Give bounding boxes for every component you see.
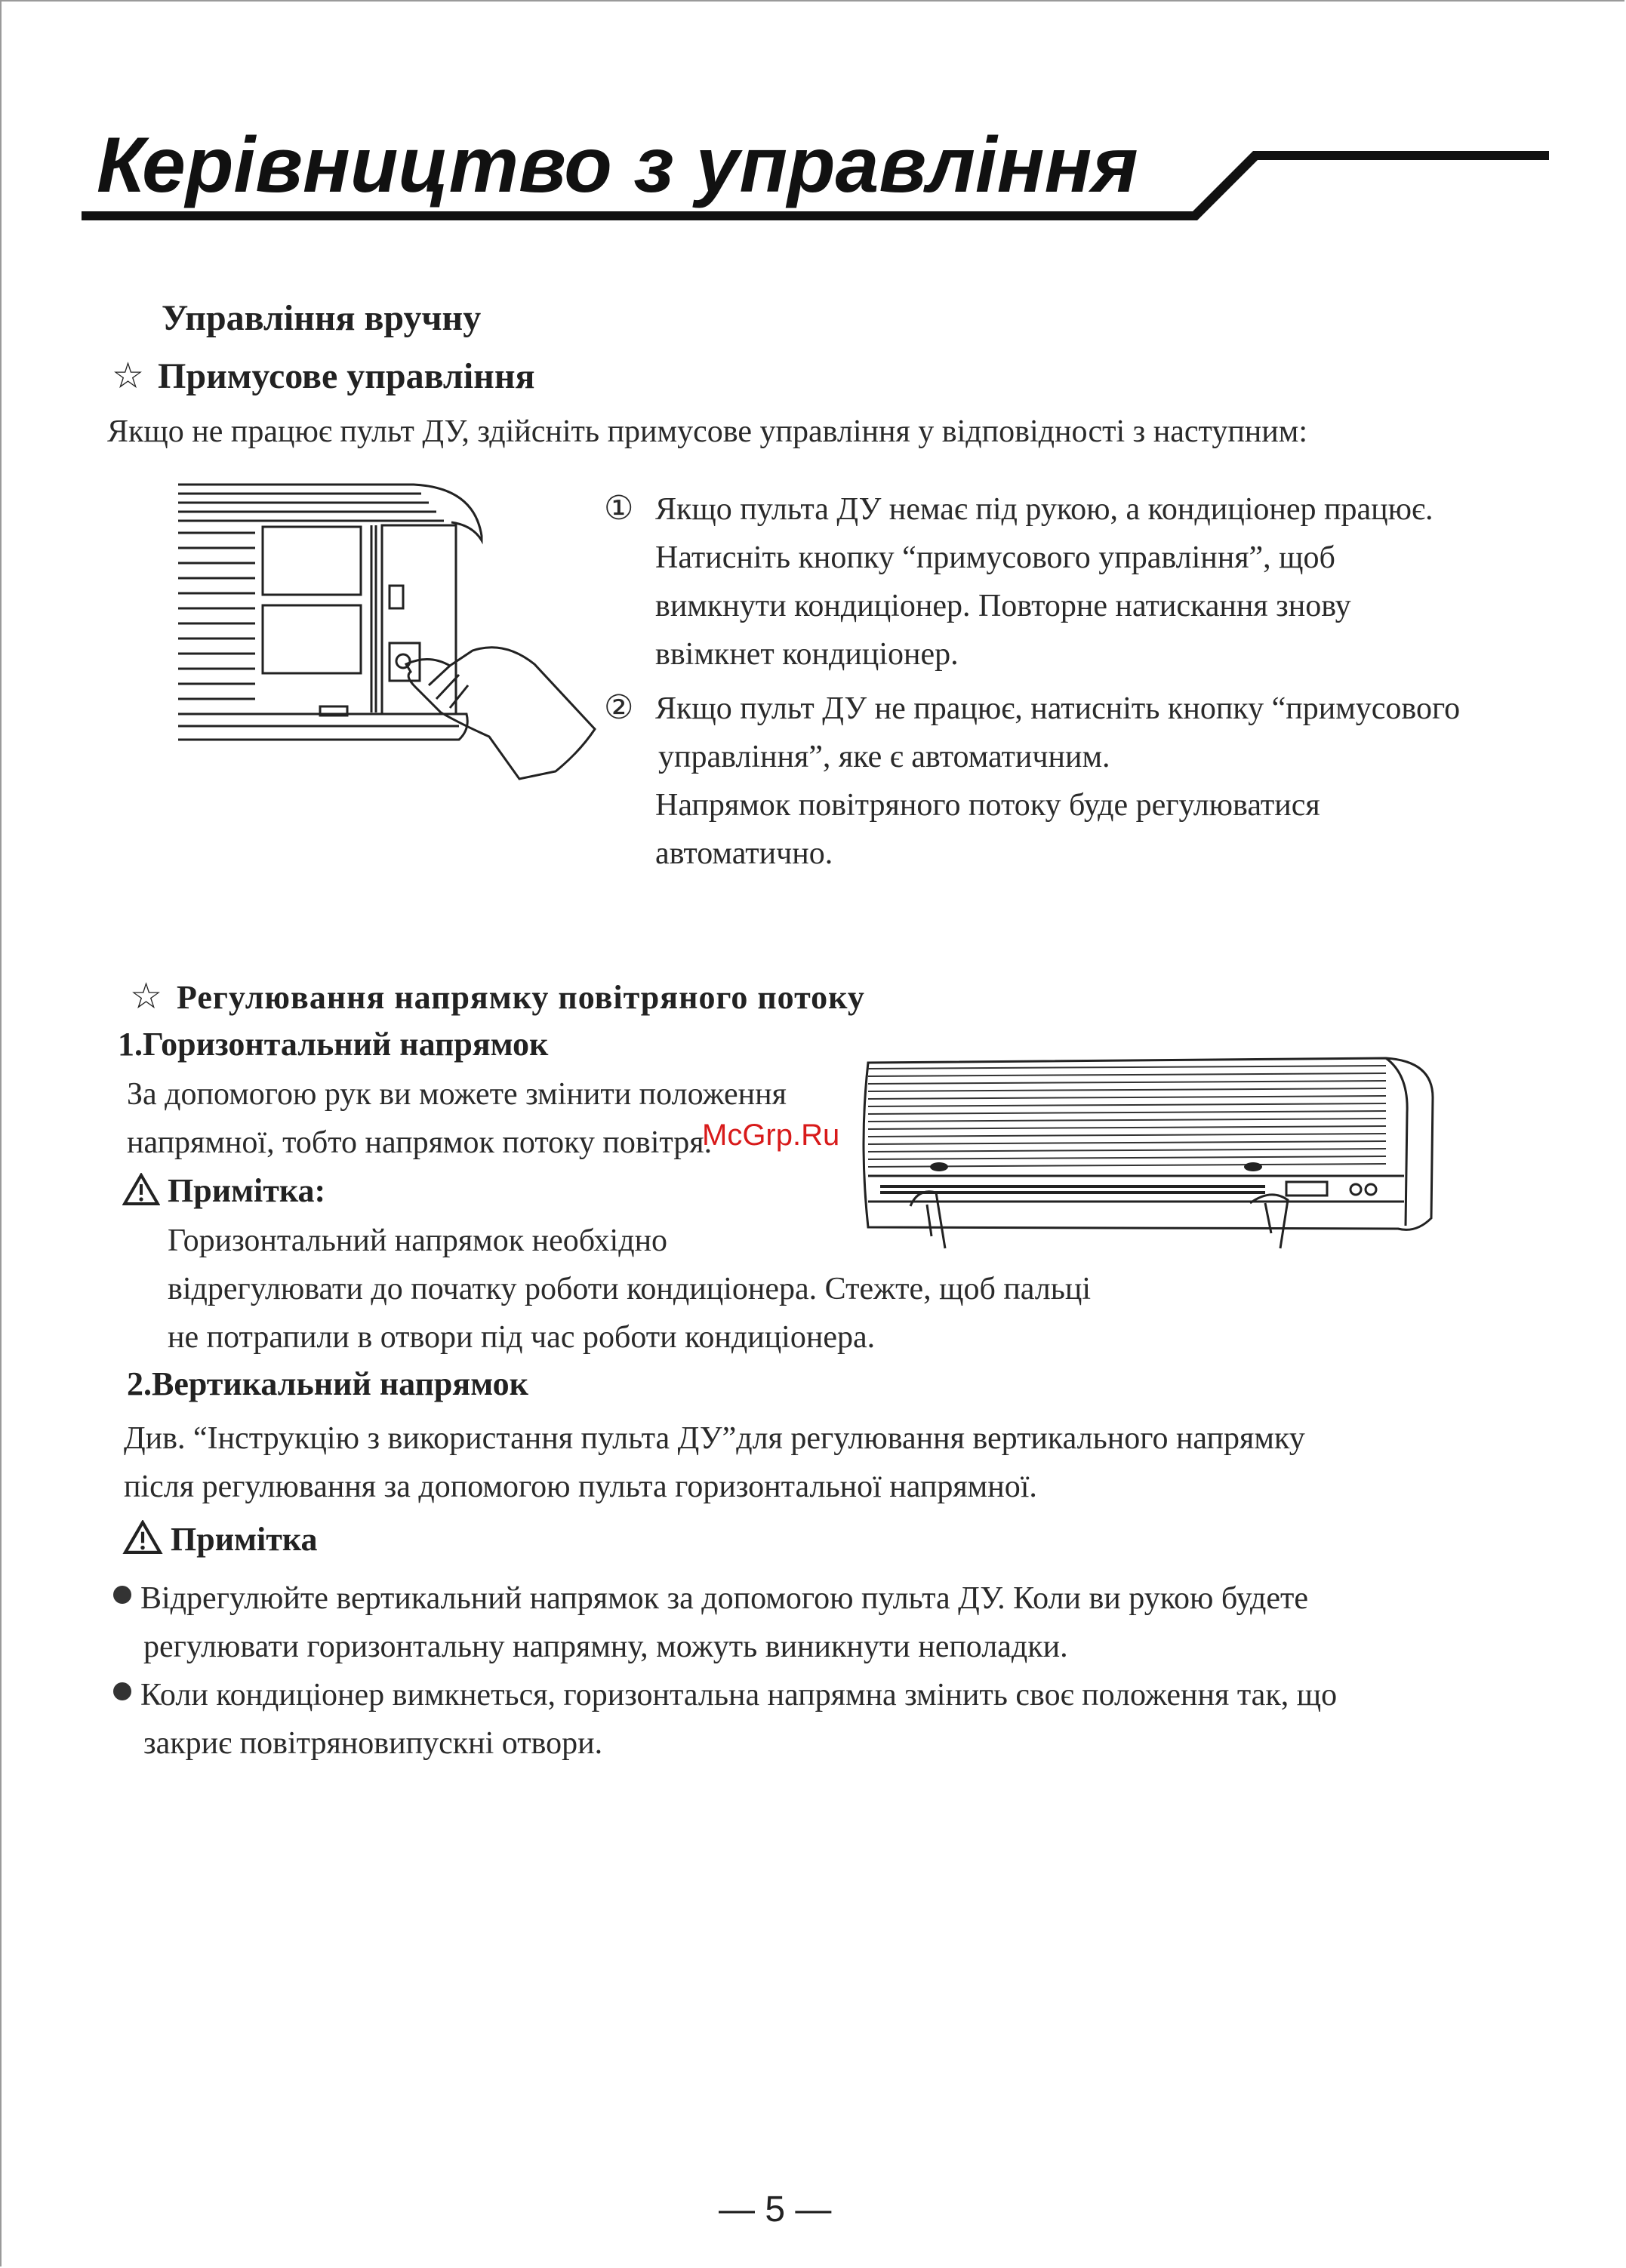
horizontal-heading: 1.Горизонтальний напрямок — [118, 1026, 549, 1063]
title-rule — [0, 0, 1626, 234]
warning-icon — [122, 1173, 160, 1206]
bullet-dot — [113, 1682, 131, 1700]
final-note-heading: Примітка — [122, 1520, 318, 1559]
manual-control-heading: Управління вручну — [162, 298, 482, 338]
page-title: Керівництво з управління — [97, 122, 1138, 209]
horizontal-note-text: Горизонтальний напрямок необхідно відрегулювати до початку роботи кондиціонера. Стежте, щоб пальці не потрапили в отвори під час роботи кондиціонера. — [168, 1223, 1092, 1355]
note-bullet-2: Коли кондиціонер вимкнеться, горизонтальна напрямна змінить своє положення так, що закриє повітряновипускні отвори. — [113, 1671, 1337, 1768]
airflow-adjust-illustration — [858, 1052, 1439, 1259]
forced-intro: Якщо не працює пульт ДУ, здійсніть примусове управління у відповідності з наступним: — [107, 414, 1307, 449]
bullet-dot — [113, 1586, 131, 1604]
forced-button-illustration — [172, 480, 602, 782]
page-number: — 5 — — [719, 2190, 832, 2230]
watermark: McGrp.Ru — [702, 1119, 840, 1152]
horizontal-text: За допомогою рук ви можете змінити положення напрямної, тобто напрямок потоку повітря. — [127, 1077, 787, 1160]
step-marker: ② — [604, 688, 634, 727]
forced-step-2: ② Якщо пульт ДУ не працює, натисніть кнопку “примусового управління”, яке є автоматичним. Напрямок повітряного потоку буде регулюватися автоматично. — [604, 684, 1460, 878]
vertical-text: Див. “Інструкцію з використання пульта ДУ”для регулювання вертикального напрямку після регулювання за допомогою пульта горизонтальної напрямної. — [124, 1421, 1305, 1504]
star-icon: ☆ — [112, 355, 145, 397]
horizontal-note-heading: Примітка: — [122, 1171, 325, 1210]
note-bullet-1: Відрегулюйте вертикальний напрямок за допомогою пульта ДУ. Коли ви рукою будете регулювати горизонтальну напрямну, можуть виникнути неполадки. — [113, 1574, 1308, 1671]
forced-control-heading: ☆ Примусове управління — [112, 355, 535, 397]
forced-step-1: ① Якщо пульта ДУ немає під рукою, а кондиціонер працює. Натисніть кнопку “примусового управління”, щоб вимкнути кондиціонер. Повторне натискання знову ввімкнет кондиціонер. — [604, 485, 1434, 679]
star-icon: ☆ — [130, 975, 164, 1017]
airflow-heading: ☆ Регулювання напрямку повітряного потоку — [130, 975, 865, 1017]
step-marker: ① — [604, 489, 634, 528]
warning-icon — [122, 1520, 163, 1555]
vertical-heading: 2.Вертикальний напрямок — [127, 1365, 528, 1402]
